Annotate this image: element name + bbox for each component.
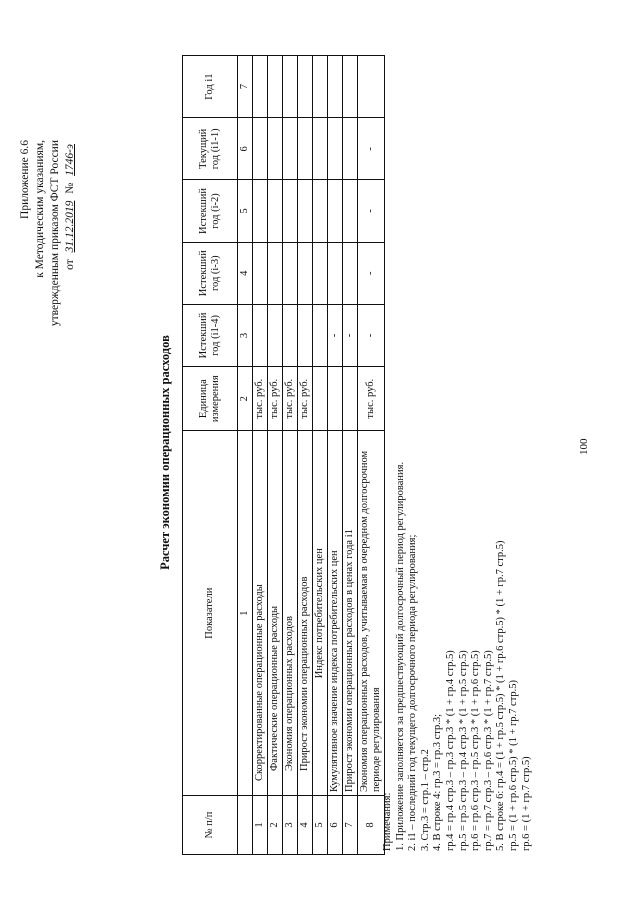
cell: - (343, 304, 358, 366)
cell (268, 180, 283, 242)
cell (253, 56, 268, 118)
appendix-line-2: к Методическим указаниям, (34, 140, 46, 278)
table-row (328, 56, 343, 855)
note-line: 3. Стр.3 = стр.1 – стр.2 (419, 749, 431, 851)
row-label: Экономия операционных расходов, учитываемая в очередном долгосрочном периоде регулирования (358, 431, 385, 796)
table-row (298, 56, 313, 855)
appendix-header (18, 140, 78, 326)
cell (313, 56, 328, 118)
col-index: 2 (238, 367, 253, 431)
column-index-row (238, 56, 253, 855)
cell (298, 118, 313, 180)
cell: - (358, 242, 385, 304)
row-number: 3 (283, 796, 298, 855)
notes-heading: Примечания: (382, 792, 393, 851)
table-row (253, 56, 268, 855)
document-title: Расчет экономии операционных расходов (158, 335, 172, 570)
col-index: 7 (238, 56, 253, 118)
handwritten-number: 1746-э (64, 144, 76, 176)
row-unit: тыс. руб. (253, 367, 268, 431)
note-line: гр.4 = гр.4 стр.3 – гр.3 стр.3 * (1 + гр.4 стр.5) (444, 650, 456, 851)
col-header: Истекший год (i1-4) (183, 304, 238, 366)
row-number: 6 (328, 796, 343, 855)
col-header: Год i1 (183, 56, 238, 118)
note-line: гр.7 = гр.7 стр.3 – гр.6 стр.3 * (1 + гр.7 стр.5) (482, 650, 494, 851)
row-number: 7 (343, 796, 358, 855)
row-unit: тыс. руб. (268, 367, 283, 431)
cell (253, 242, 268, 304)
from-label: от (64, 259, 76, 270)
col-index: 5 (238, 180, 253, 242)
row-label: Прирост экономии операционных расходов (298, 431, 313, 796)
cell (298, 56, 313, 118)
cell (313, 118, 328, 180)
appendix-line-4 (63, 140, 78, 326)
note-line: 4. В строке 4: гр.3 = гр.3 стр.3; (432, 713, 444, 851)
col-index: 6 (238, 118, 253, 180)
cell (328, 180, 343, 242)
col-header: Единица измерения (183, 367, 238, 431)
cell (283, 118, 298, 180)
appendix-line-3: утвержденным приказом ФСТ России (49, 140, 61, 327)
table-row (358, 56, 385, 855)
appendix-line-1: Приложение 6.6 (19, 140, 31, 219)
cell (313, 180, 328, 242)
table-row (313, 56, 328, 855)
row-unit (313, 367, 328, 431)
cell: - (358, 304, 385, 366)
savings-table (182, 55, 385, 855)
note-line: 1. Приложение заполняется за предшествующий долгосрочный период регулирования. (394, 461, 406, 851)
cell (253, 180, 268, 242)
cell (313, 242, 328, 304)
note-line: 2. i1 – последний год текущего долгосрочного периода регулирования; (407, 534, 419, 851)
cell (298, 304, 313, 366)
note-line: гр.5 = гр.5 стр.3 – гр.4 стр.3 * (1 + гр.5 стр.5) (457, 650, 469, 851)
table-header-row (183, 56, 238, 855)
row-label: Кумулятивное значение индекса потребительских цен (328, 431, 343, 796)
number-label: № (64, 182, 76, 194)
col-header: Текущий год (i1-1) (183, 118, 238, 180)
table-row (268, 56, 283, 855)
note-line: гр.5 = (1 + гр.6 стр.5) * (1 + гр.7 стр.5) (507, 679, 519, 851)
row-unit (328, 367, 343, 431)
row-number: 8 (358, 796, 385, 855)
cell (253, 304, 268, 366)
col-index: 3 (238, 304, 253, 366)
cell (298, 180, 313, 242)
page-number: 100 (578, 438, 590, 455)
cell (268, 118, 283, 180)
cell (328, 118, 343, 180)
cell (343, 242, 358, 304)
col-header: Истекший год (i-3) (183, 242, 238, 304)
table-row (283, 56, 298, 855)
row-label: Прирост экономии операционных расходов в ценах года i1 (343, 431, 358, 796)
cell (343, 56, 358, 118)
table-row (343, 56, 358, 855)
row-number: 5 (313, 796, 328, 855)
cell (268, 56, 283, 118)
cell (343, 118, 358, 180)
handwritten-date: 31.12.2019 (64, 200, 76, 253)
row-label: Экономия операционных расходов (283, 431, 298, 796)
row-label: Фактические операционные расходы (268, 431, 283, 796)
cell (283, 180, 298, 242)
cell (268, 242, 283, 304)
row-number: 2 (268, 796, 283, 855)
cell: - (358, 180, 385, 242)
cell (328, 56, 343, 118)
row-number: 1 (253, 796, 268, 855)
row-label: Индекс потребительских цен (313, 431, 328, 796)
col-index (238, 796, 253, 855)
col-index: 4 (238, 242, 253, 304)
row-unit: тыс. руб. (283, 367, 298, 431)
cell (313, 304, 328, 366)
cell (358, 56, 385, 118)
note-line: гр.6 = гр.6 стр.3 – гр.5 стр.3 * (1 + гр.6 стр.5) (470, 650, 482, 851)
cell (253, 118, 268, 180)
cell (328, 242, 343, 304)
row-label: Скорректированные операционные расходы (253, 431, 268, 796)
col-header: Показатели (183, 431, 238, 796)
cell (298, 242, 313, 304)
row-number: 4 (298, 796, 313, 855)
cell (283, 242, 298, 304)
cell: - (328, 304, 343, 366)
col-index: 1 (238, 431, 253, 796)
row-unit: тыс. руб. (358, 367, 385, 431)
note-line: 5. В строке 6: гр.4 = (1 + гр.5 стр.5) * (1 + гр.6 стр.5) * (1 + гр.7 стр.5) (495, 540, 507, 851)
cell (343, 180, 358, 242)
col-header: № п/п (183, 796, 238, 855)
cell (283, 304, 298, 366)
note-line: гр.6 = (1 + гр.7 стр.5) (520, 756, 532, 851)
notes (382, 462, 533, 851)
cell: - (358, 118, 385, 180)
row-unit (343, 367, 358, 431)
cell (268, 304, 283, 366)
col-header: Истекший год (i-2) (183, 180, 238, 242)
cell (283, 56, 298, 118)
row-unit: тыс. руб. (298, 367, 313, 431)
